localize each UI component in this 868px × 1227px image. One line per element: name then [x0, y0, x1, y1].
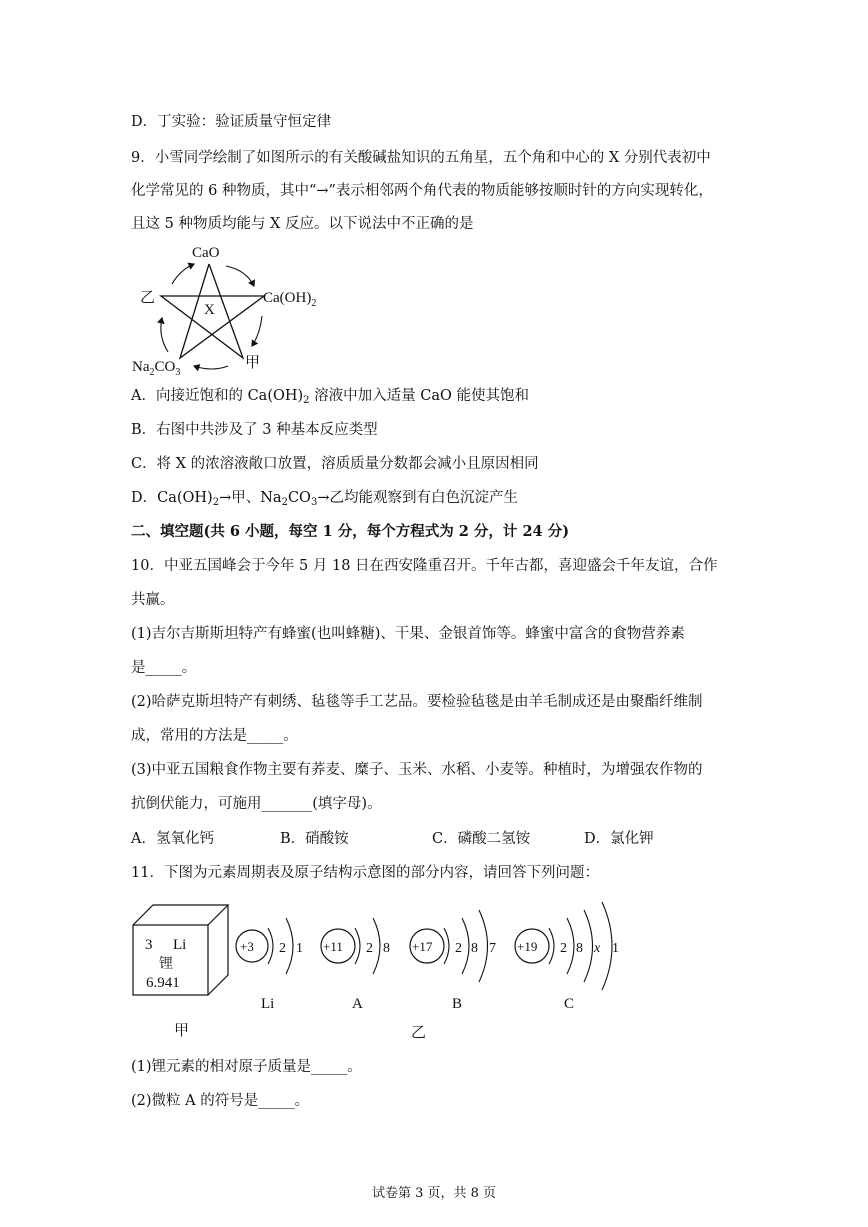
star-bottom-left-label: $Na_2CO_3$ — [132, 359, 181, 378]
star-left-label: 乙 — [140, 290, 156, 306]
cell-atomic-mass: 6.941 — [146, 975, 180, 991]
q11-stem: 11．下图为元素周期表及原子结构示意图的部分内容，请回答下列问题： — [131, 865, 599, 881]
q10-part3-line1: (3)中亚五国粮食作物主要有荞麦、糜子、玉米、水稻、小麦等。种植时，为增强农作物的 — [131, 762, 703, 778]
star-bottom-right-label: 甲 — [245, 355, 261, 371]
label-li: Li — [261, 996, 275, 1012]
label-a: A — [352, 996, 363, 1012]
q10-part2-line2: 成，常用的方法是_____。 — [131, 728, 298, 744]
svg-text:2: 2 — [560, 941, 567, 956]
q10-stem-line1: 10．中亚五国峰会于今年 5 月 18 日在西安隆重召开。千年古都，喜迎盛会千年友谊，合作 — [131, 558, 718, 574]
svg-text:+3: +3 — [240, 939, 254, 954]
q10-option-d: D．氯化钾 — [584, 831, 654, 847]
arrow-left-bottom — [161, 318, 168, 352]
arrow-top-right — [226, 266, 254, 286]
q9-stem-line1: 9．小雪同学绘制了如图所示的有关酸碱盐知识的五角星，五个角和中心的 X 分别代表初中 — [131, 150, 711, 166]
q9-option-b: B．右图中共涉及了 3 种基本反应类型 — [131, 422, 378, 438]
svg-text:1: 1 — [296, 941, 303, 956]
q9-option-a: A．向接近饱和的 $Ca(OH)_2$ 溶液中加入适量 CaO 能使其饱和 — [131, 388, 529, 406]
q10-part3-line2: 抗倒伏能力，可施用_______(填字母)。 — [131, 796, 382, 812]
q9-stem-line3: 且这 5 种物质均能与 X 反应。以下说法中不正确的是 — [131, 216, 474, 232]
arrow-bottom — [194, 366, 228, 369]
atom-b — [410, 910, 496, 982]
section-heading: 二、填空题(共 6 小题，每空 1 分，每个方程式为 2 分，计 24 分) — [131, 523, 570, 540]
svg-text:7: 7 — [489, 941, 496, 956]
atom-a — [321, 918, 390, 974]
svg-text:+11: +11 — [323, 939, 343, 954]
star-center-label: X — [204, 302, 215, 318]
q10-stem-line2: 共赢。 — [131, 592, 175, 608]
cell-element-name: 锂 — [159, 957, 173, 972]
label-jia: 甲 — [174, 1023, 190, 1039]
svg-text:8: 8 — [383, 941, 390, 956]
label-yi: 乙 — [411, 1025, 427, 1041]
q9-stem-line2: 化学常见的 6 种物质，其中“→”表示相邻两个角代表的物质能够按顺时针的方向实现转化， — [131, 183, 713, 199]
svg-text:2: 2 — [455, 941, 462, 956]
star-diagram — [128, 240, 338, 380]
q10-option-a: A．氢氧化钙 — [131, 831, 214, 847]
svg-text:x: x — [594, 941, 601, 956]
label-b: B — [452, 996, 463, 1012]
arrow-right-bottom — [252, 316, 262, 346]
page-footer: 试卷第 3 页，共 8 页 — [371, 1186, 497, 1201]
q11-part2: (2)微粒 A 的符号是_____。 — [131, 1093, 309, 1109]
svg-text:+19: +19 — [517, 939, 538, 954]
cell-atomic-number: 3 — [145, 937, 153, 953]
svg-text:+17: +17 — [412, 939, 433, 954]
q9-option-c: C．将 X 的浓溶液敞口放置，溶质质量分数都会减小且原因相同 — [131, 456, 539, 472]
atom-c — [515, 902, 619, 990]
q10-part2-line1: (2)哈萨克斯坦特产有刺绣、毡毯等手工艺品。要检验毡毯是由羊毛制成还是由聚酯纤维制 — [131, 694, 703, 710]
atom-li — [236, 918, 303, 974]
q9-option-d: D．$Ca(OH)_2\to$甲、$Na_2CO_3\to$乙均能观察到有白色沉淀产生 — [131, 490, 518, 508]
svg-text:2: 2 — [366, 941, 373, 956]
q10-part1-line2: 是_____。 — [131, 660, 197, 676]
cell-symbol: Li — [173, 937, 187, 953]
svg-text:8: 8 — [471, 941, 478, 956]
q11-part1: (1)锂元素的相对原子质量是_____。 — [131, 1059, 362, 1075]
atom-figure — [128, 898, 638, 1043]
star-right-label: $Ca(OH)_2$ — [263, 290, 317, 309]
svg-text:2: 2 — [279, 941, 286, 956]
svg-text:8: 8 — [576, 941, 583, 956]
arrow-left-top — [172, 264, 194, 284]
q10-option-b: B．硝酸铵 — [280, 831, 349, 847]
q10-option-c: C．磷酸二氢铵 — [432, 831, 531, 847]
svg-text:1: 1 — [612, 941, 619, 956]
q8-option-d: D．丁实验：验证质量守恒定律 — [131, 114, 332, 130]
star-top-label: CaO — [192, 245, 220, 261]
label-c: C — [564, 996, 575, 1012]
q10-part1-line1: (1)吉尔吉斯斯坦特产有蜂蜜(也叫蜂糖)、干果、金银首饰等。蜂蜜中富含的食物营养素 — [131, 626, 685, 642]
